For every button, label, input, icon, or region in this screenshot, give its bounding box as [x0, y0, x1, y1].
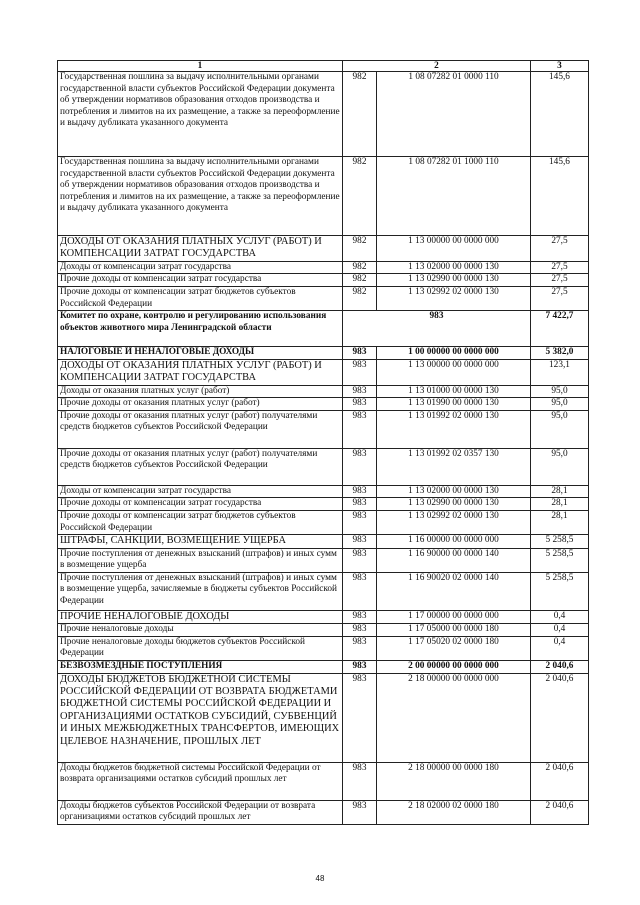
- row-name: ДОХОДЫ БЮДЖЕТОВ БЮДЖЕТНОЙ СИСТЕМЫ РОССИЙСКОЙ ФЕДЕРАЦИИ ОТ ВОЗВРАТА БЮДЖЕТАМИ БЮДЖЕТНОЙ СИСТЕМЫ РОССИЙСКОЙ ФЕДЕРАЦИИ И ОРГАНИЗАЦИЯМИ ОСТАТКОВ СУБСИДИЙ, СУБВЕНЦИЙ И ИНЫХ МЕЖБЮДЖЕТНЫХ ТРАНСФЕРТОВ, ИМЕЮЩИХ ЦЕЛЕВОЕ НАЗНАЧЕНИЕ, ПРОШЛЫХ ЛЕТ: [58, 673, 343, 762]
- row-budget-code: 1 13 01992 02 0000 130: [377, 410, 531, 448]
- table-row: [58, 359, 589, 385]
- table-row: [58, 485, 589, 498]
- row-budget-code: 1 16 90020 02 0000 140: [377, 572, 531, 610]
- row-admin-code: 982: [343, 236, 377, 262]
- row-budget-code: 1 16 90000 00 0000 140: [377, 548, 531, 572]
- row-name: ПРОЧИЕ НЕНАЛОГОВЫЕ ДОХОДЫ: [58, 610, 343, 623]
- row-admin-code: 982: [343, 261, 377, 274]
- table-row: [58, 157, 589, 236]
- row-amount: 95,0: [531, 398, 589, 411]
- row-admin-code: 983: [343, 510, 377, 534]
- row-name: ДОХОДЫ ОТ ОКАЗАНИЯ ПЛАТНЫХ УСЛУГ (РАБОТ) И КОМПЕНСАЦИИ ЗАТРАТ ГОСУДАРСТВА: [58, 359, 343, 385]
- row-amount: 2 040,6: [531, 800, 589, 824]
- header-col-1: 1: [58, 61, 343, 72]
- row-admin-code: 983: [343, 624, 377, 637]
- table-row: [58, 624, 589, 637]
- row-admin-code: 983: [343, 660, 377, 673]
- row-amount: 27,5: [531, 261, 589, 274]
- row-name: Прочие поступления от денежных взысканий (штрафов) и иных сумм в возмещение ущерба, зачисляемые в бюджеты субъектов Российской Федерации: [58, 572, 343, 610]
- table-row: [58, 261, 589, 274]
- row-name: Доходы от компенсации затрат государства: [58, 261, 343, 274]
- row-budget-code: 2 18 00000 00 0000 000: [377, 673, 531, 762]
- table-row: [58, 498, 589, 511]
- row-budget-code: 1 17 05020 02 0000 180: [377, 636, 531, 660]
- row-budget-code: 2 00 00000 00 0000 000: [377, 660, 531, 673]
- table-row: [58, 535, 589, 548]
- page-number: 48: [315, 874, 325, 883]
- row-budget-code: 2 18 00000 00 0000 180: [377, 762, 531, 800]
- row-amount: 28,1: [531, 510, 589, 534]
- row-budget-code: 1 08 07282 01 0000 110: [377, 72, 531, 157]
- table-row: [58, 347, 589, 360]
- row-amount: 95,0: [531, 385, 589, 398]
- row-name: Государственная пошлина за выдачу исполнительными органами государственной власти субъектов Российской Федерации документа об утверждении нормативов образования отходов производства и потребления и лимитов на их размещение, а также за переоформление и выдачу дубликата указанного документа: [58, 157, 343, 236]
- row-amount: 2 040,6: [531, 673, 589, 762]
- row-amount: 27,5: [531, 236, 589, 262]
- row-admin-code: 983: [343, 498, 377, 511]
- row-amount: 123,1: [531, 359, 589, 385]
- row-amount: 5 258,5: [531, 535, 589, 548]
- row-amount: 0,4: [531, 624, 589, 637]
- row-amount: 5 382,0: [531, 347, 589, 360]
- row-admin-code: 982: [343, 287, 377, 311]
- row-amount: 0,4: [531, 636, 589, 660]
- table-row: [58, 72, 589, 157]
- table-row: [58, 636, 589, 660]
- row-admin-code: 983: [343, 448, 377, 485]
- row-admin-code: 983: [343, 610, 377, 623]
- row-budget-code: 1 13 01000 00 0000 130: [377, 385, 531, 398]
- table-row: [58, 548, 589, 572]
- row-admin-code: 982: [343, 72, 377, 157]
- row-name: Прочие доходы от оказания платных услуг (работ): [58, 398, 343, 411]
- row-amount: 28,1: [531, 485, 589, 498]
- row-name: Прочие доходы от оказания платных услуг (работ) получателями средств бюджетов субъектов Российской Федерации: [58, 410, 343, 448]
- row-name: Прочие неналоговые доходы бюджетов субъектов Российской Федерации: [58, 636, 343, 660]
- row-admin-code: 983: [343, 359, 377, 385]
- row-name: Доходы бюджетов бюджетной системы Российской Федерации от возврата организациями остатков субсидий прошлых лет: [58, 762, 343, 800]
- row-name: Прочие неналоговые доходы: [58, 624, 343, 637]
- row-amount: 5 258,5: [531, 572, 589, 610]
- row-name: НАЛОГОВЫЕ И НЕНАЛОГОВЫЕ ДОХОДЫ: [58, 347, 343, 360]
- row-name: Прочие поступления от денежных взысканий (штрафов) и иных сумм в возмещение ущерба: [58, 548, 343, 572]
- row-amount: 5 258,5: [531, 548, 589, 572]
- table-row: [58, 448, 589, 485]
- row-amount: 7 422,7: [531, 311, 589, 347]
- row-admin-code: 983: [343, 673, 377, 762]
- row-admin-code: 983: [343, 410, 377, 448]
- row-name: Доходы от компенсации затрат государства: [58, 485, 343, 498]
- row-admin-code: 983: [343, 636, 377, 660]
- table-row: [58, 800, 589, 824]
- row-amount: 28,1: [531, 498, 589, 511]
- row-name: Государственная пошлина за выдачу исполнительными органами государственной власти субъектов Российской Федерации документа об утверждении нормативов образования отходов производства и потребления и лимитов на их размещение, а также за переоформление и выдачу дубликата указанного документа: [58, 72, 343, 157]
- row-name: ДОХОДЫ ОТ ОКАЗАНИЯ ПЛАТНЫХ УСЛУГ (РАБОТ) И КОМПЕНСАЦИИ ЗАТРАТ ГОСУДАРСТВА: [58, 236, 343, 262]
- row-admin-code: 983: [343, 535, 377, 548]
- row-admin-code: 982: [343, 274, 377, 287]
- row-admin-code: 983: [343, 762, 377, 800]
- row-admin-code: 983: [343, 572, 377, 610]
- table-row: [58, 610, 589, 623]
- row-amount: 0,4: [531, 610, 589, 623]
- row-budget-code: 2 18 02000 02 0000 180: [377, 800, 531, 824]
- row-amount: 95,0: [531, 410, 589, 448]
- row-name: Комитет по охране, контролю и регулированию использования объектов животного мира Ленинградской области: [58, 311, 343, 347]
- row-amount: 95,0: [531, 448, 589, 485]
- row-name: Доходы от оказания платных услуг (работ): [58, 385, 343, 398]
- row-budget-code: 1 08 07282 01 1000 110: [377, 157, 531, 236]
- table-row: [58, 274, 589, 287]
- row-admin-code: 983: [343, 385, 377, 398]
- row-admin-code-merged: 983: [343, 311, 531, 347]
- row-amount: 145,6: [531, 72, 589, 157]
- row-budget-code: 1 13 02990 00 0000 130: [377, 498, 531, 511]
- table-row: [58, 660, 589, 673]
- row-name: Доходы бюджетов субъектов Российской Федерации от возврата организациями остатков субсидий прошлых лет: [58, 800, 343, 824]
- row-name: БЕЗВОЗМЕЗДНЫЕ ПОСТУПЛЕНИЯ: [58, 660, 343, 673]
- table-row: [58, 410, 589, 448]
- row-admin-code: 983: [343, 548, 377, 572]
- row-amount: 2 040,6: [531, 762, 589, 800]
- table-header-row: [58, 61, 589, 72]
- header-col-2: 2: [343, 61, 531, 72]
- row-budget-code: 1 00 00000 00 0000 000: [377, 347, 531, 360]
- row-budget-code: 1 13 01990 00 0000 130: [377, 398, 531, 411]
- row-amount: 27,5: [531, 274, 589, 287]
- row-admin-code: 983: [343, 347, 377, 360]
- row-budget-code: 1 13 02000 00 0000 130: [377, 485, 531, 498]
- table-row: [58, 236, 589, 262]
- table-row: [58, 673, 589, 762]
- table-row: [58, 572, 589, 610]
- row-budget-code: 1 17 05000 00 0000 180: [377, 624, 531, 637]
- row-name: Прочие доходы от оказания платных услуг (работ) получателями средств бюджетов субъектов Российской Федерации: [58, 448, 343, 485]
- row-name: Прочие доходы от компенсации затрат государства: [58, 274, 343, 287]
- revenue-table: [57, 60, 589, 825]
- row-budget-code: 1 16 00000 00 0000 000: [377, 535, 531, 548]
- table-row: [58, 510, 589, 534]
- table-row: [58, 385, 589, 398]
- table-row: [58, 287, 589, 311]
- table-row: [58, 762, 589, 800]
- row-budget-code: 1 13 02992 02 0000 130: [377, 510, 531, 534]
- row-budget-code: 1 13 00000 00 0000 000: [377, 359, 531, 385]
- header-col-3: 3: [531, 61, 589, 72]
- row-admin-code: 982: [343, 157, 377, 236]
- row-name: Прочие доходы от компенсации затрат бюджетов субъектов Российской Федерации: [58, 510, 343, 534]
- row-budget-code: 1 13 02000 00 0000 130: [377, 261, 531, 274]
- row-name: ШТРАФЫ, САНКЦИИ, ВОЗМЕЩЕНИЕ УЩЕРБА: [58, 535, 343, 548]
- row-amount: 2 040,6: [531, 660, 589, 673]
- row-budget-code: 1 13 00000 00 0000 000: [377, 236, 531, 262]
- row-budget-code: 1 13 01992 02 0357 130: [377, 448, 531, 485]
- row-budget-code: 1 17 00000 00 0000 000: [377, 610, 531, 623]
- row-budget-code: 1 13 02990 00 0000 130: [377, 274, 531, 287]
- row-admin-code: 983: [343, 800, 377, 824]
- row-budget-code: 1 13 02992 02 0000 130: [377, 287, 531, 311]
- row-name: Прочие доходы от компенсации затрат бюджетов субъектов Российской Федерации: [58, 287, 343, 311]
- row-admin-code: 983: [343, 398, 377, 411]
- row-amount: 145,6: [531, 157, 589, 236]
- row-amount: 27,5: [531, 287, 589, 311]
- table-row: [58, 398, 589, 411]
- table-row: [58, 311, 589, 347]
- row-name: Прочие доходы от компенсации затрат государства: [58, 498, 343, 511]
- row-admin-code: 983: [343, 485, 377, 498]
